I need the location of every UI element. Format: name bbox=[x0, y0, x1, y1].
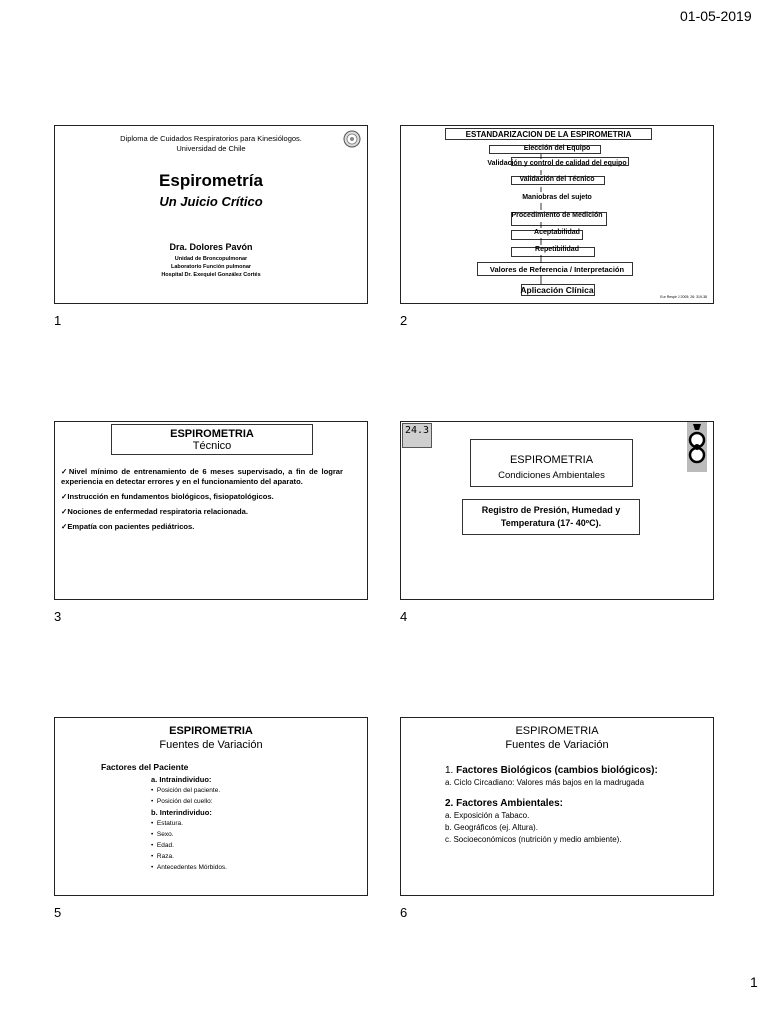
list-item: c. Socioeconómicos (nutrición y medio ambiente). bbox=[445, 835, 622, 844]
slide-subtitle: Fuentes de Variación bbox=[505, 739, 609, 751]
clock-readout: 24.3 bbox=[405, 425, 430, 436]
slide-subtitle: Un Juicio Crítico bbox=[159, 194, 263, 209]
slide-2 bbox=[400, 125, 714, 304]
slide-title-box bbox=[470, 439, 633, 487]
slide-number: 2 bbox=[400, 313, 408, 328]
slide-title: ESPIROMETRIA bbox=[515, 725, 599, 737]
print-date: 01-05-2019 bbox=[680, 8, 752, 24]
conditions-line-2: Temperatura (17- 40ºC). bbox=[500, 518, 602, 528]
step-label: Procedimiento de Medición bbox=[511, 212, 603, 219]
list-item: • Antecedentes Mórbidos. bbox=[151, 864, 227, 871]
slide-title: ESPIROMETRIA bbox=[509, 454, 594, 466]
step-label: Aceptabilidad bbox=[534, 229, 580, 236]
list-item: • Estatura. bbox=[151, 820, 183, 827]
step-label: Elección del Equipo bbox=[523, 145, 591, 152]
list-item: • Sexo. bbox=[151, 831, 174, 838]
list-item: • Posición del paciente. bbox=[151, 787, 221, 794]
flowchart-title: ESTANDARIZACION DE LA ESPIROMETRIA bbox=[445, 128, 652, 140]
step-label: Valores de Referencia / Interpretación bbox=[489, 265, 625, 274]
slide-subtitle: Técnico bbox=[192, 440, 232, 452]
step-label: Validación del Técnico bbox=[519, 176, 595, 183]
step-label: Maniobras del sujeto bbox=[522, 194, 592, 201]
citation: Eur Respir J 2005; 26: 319-38 bbox=[660, 295, 707, 299]
list-item: a. Ciclo Circadiano: Valores más bajos en la madrugada bbox=[445, 778, 645, 787]
slide-title: Espirometría bbox=[159, 171, 263, 190]
factor-1-heading: 1. Factores Biológicos (cambios biológicos): bbox=[445, 765, 658, 776]
slide-number: 1 bbox=[54, 313, 62, 328]
author-name: Dra. Dolores Pavón bbox=[169, 242, 253, 252]
hygrometer-icon bbox=[683, 422, 711, 472]
conditions-line-1: Registro de Presión, Humedad y bbox=[481, 505, 621, 515]
bullet-item: ✓Empatía con pacientes pediátricos. bbox=[61, 522, 195, 531]
slide-4 bbox=[400, 421, 714, 600]
slide-title: ESPIROMETRIA bbox=[170, 428, 254, 440]
slide-title: ESPIROMETRIA bbox=[169, 725, 253, 737]
slide-number: 6 bbox=[400, 905, 408, 920]
slide-subtitle: Fuentes de Variación bbox=[159, 739, 263, 751]
bullet-item: ✓Instrucción en fundamentos biológicos, fisiopatológicos. bbox=[61, 492, 274, 501]
slide-title-box bbox=[111, 424, 313, 455]
bullet-item: ✓Nociones de enfermedad respiratoria relacionada. bbox=[61, 507, 248, 516]
step-label: Validación y control de calidad del equipo bbox=[487, 160, 627, 167]
unit-line-3: Hospital Dr. Exequiel González Cortés bbox=[161, 272, 261, 278]
bullet-item: ✓Nivel mínimo de entrenamiento de 6 meses supervisado, a fin de lograr experiencia en detectar errores y en el funcionamiento del aparato. bbox=[61, 467, 343, 486]
slide-5 bbox=[54, 717, 368, 896]
unit-line-2: Laboratorio Función pulmonar bbox=[170, 264, 252, 270]
slide-number: 3 bbox=[54, 609, 62, 624]
slide-number: 5 bbox=[54, 905, 62, 920]
step-label: Repetibilidad bbox=[535, 246, 579, 253]
page-number: 1 bbox=[750, 974, 758, 990]
list-item: • Raza. bbox=[151, 853, 174, 860]
list-item: • Posición del cuello: bbox=[151, 798, 213, 805]
university-seal-icon bbox=[343, 130, 361, 148]
slide-3 bbox=[54, 421, 368, 600]
intra-label: a. Intraindividuo: bbox=[151, 775, 212, 784]
list-item: b. Geográficos (ej. Altura). bbox=[445, 823, 538, 832]
section-heading: Factores del Paciente bbox=[101, 762, 189, 772]
inter-label: b. Interindividuo: bbox=[151, 808, 212, 817]
slide-number: 4 bbox=[400, 609, 408, 624]
factor-2-heading: 2. Factores Ambientales: bbox=[445, 798, 564, 809]
affiliation-line-1: Diploma de Cuidados Respiratorios para Kinesiólogos. bbox=[120, 134, 302, 143]
affiliation-line-2: Universidad de Chile bbox=[176, 144, 246, 153]
thermometer-clock-icon bbox=[402, 423, 432, 448]
unit-line-1: Unidad de Broncopulmonar bbox=[174, 256, 248, 262]
slide-1 bbox=[54, 125, 368, 304]
conditions-box bbox=[462, 499, 640, 535]
list-item: a. Exposición a Tabaco. bbox=[445, 811, 530, 820]
slide-6 bbox=[400, 717, 714, 896]
list-item: • Edad. bbox=[151, 842, 174, 849]
slide-subtitle: Condiciones Ambientales bbox=[498, 470, 605, 481]
step-label: Aplicación Clínica bbox=[520, 285, 594, 295]
